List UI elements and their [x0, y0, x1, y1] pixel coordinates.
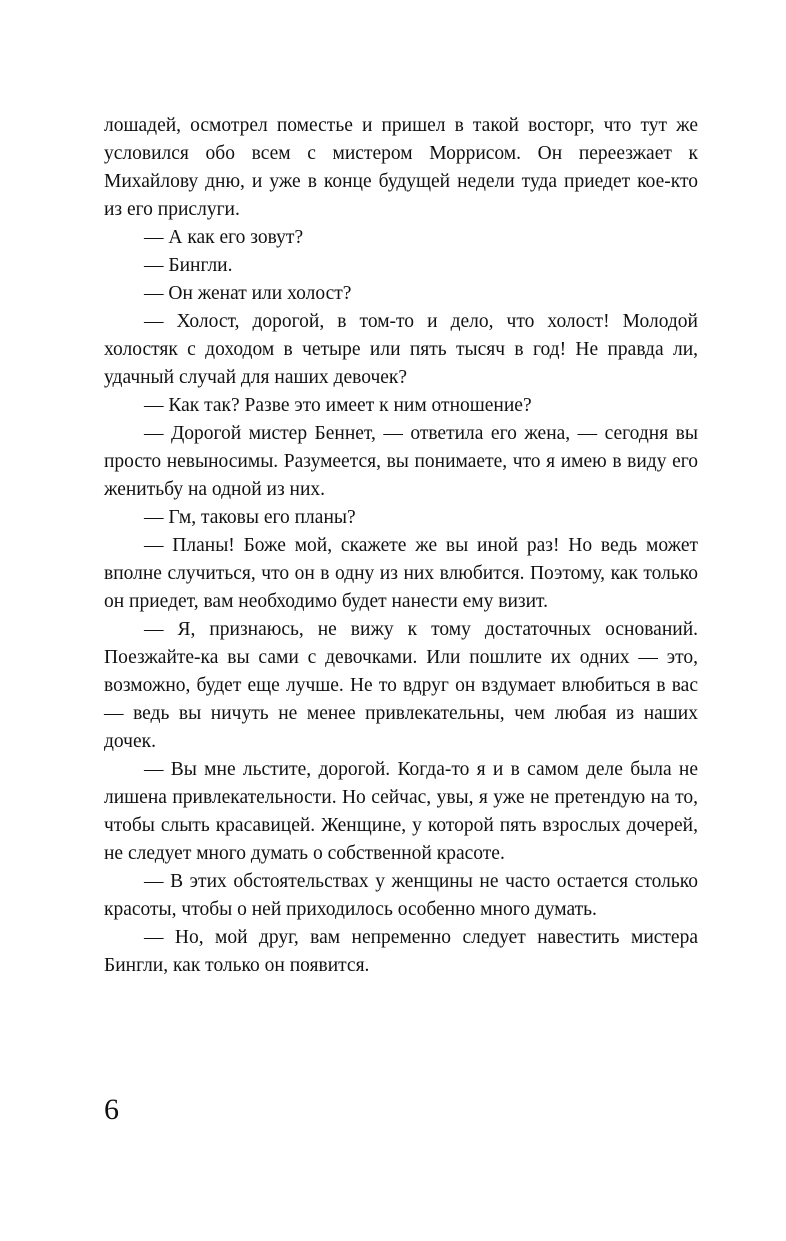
- page-number: 6: [104, 1093, 119, 1126]
- paragraph-12: — В этих обстоятельствах у женщины не часто остается столько красоты, чтобы о ней приходилось особенно много думать.: [104, 871, 698, 920]
- paragraph-4: — Он женат или холост?: [144, 283, 352, 304]
- page-body: [104, 112, 698, 980]
- paragraph-13: — Но, мой друг, вам непременно следует навестить мистера Бингли, как только он появится.: [104, 927, 698, 976]
- paragraph-1: лошадей, осмотрел поместье и пришел в такой восторг, что тут же условился обо всем с мистером Моррисом. Он переезжает к Михайлову дню, и уже в конце будущей недели туда приедет кое-кто из его прислуги.: [104, 115, 698, 220]
- paragraph-10: — Я, признаюсь, не вижу к тому достаточных оснований. Поезжайте-ка вы сами с девочками. Или пошлите их одних — это, возможно, будет еще лучше. Не то вдруг он вздумает влюбиться в вас — ведь вы ничуть не менее привлекательны, чем любая из наших дочек.: [104, 619, 698, 752]
- paragraph-2: — А как его зовут?: [144, 227, 304, 248]
- paragraph-7: — Дорогой мистер Беннет, — ответила его жена, — сегодня вы просто невыносимы. Разумеется, вы понимаете, что я имею в виду его женитьбу на одной из них.: [104, 423, 698, 500]
- paragraph-3: — Бингли.: [144, 255, 233, 276]
- paragraph-6: — Как так? Разве это имеет к ним отношение?: [144, 395, 532, 416]
- paragraph-5: — Холост, дорогой, в том-то и дело, что холост! Молодой холостяк с доходом в четыре или пять тысяч в год! Не правда ли, удачный случай для наших девочек?: [104, 311, 698, 388]
- paragraph-9: — Планы! Боже мой, скажете же вы иной раз! Но ведь может вполне случиться, что он в одну из них влюбится. Поэтому, как только он приедет, вам необходимо будет нанести ему визит.: [104, 535, 698, 612]
- paragraph-11: — Вы мне льстите, дорогой. Когда-то я и в самом деле была не лишена привлекательности. Но сейчас, увы, я уже не претендую на то, чтобы слыть красавицей. Женщине, у которой пять взрослых дочерей, не следует много думать о собственной красоте.: [104, 759, 698, 864]
- paragraph-8: — Гм, таковы его планы?: [144, 507, 356, 528]
